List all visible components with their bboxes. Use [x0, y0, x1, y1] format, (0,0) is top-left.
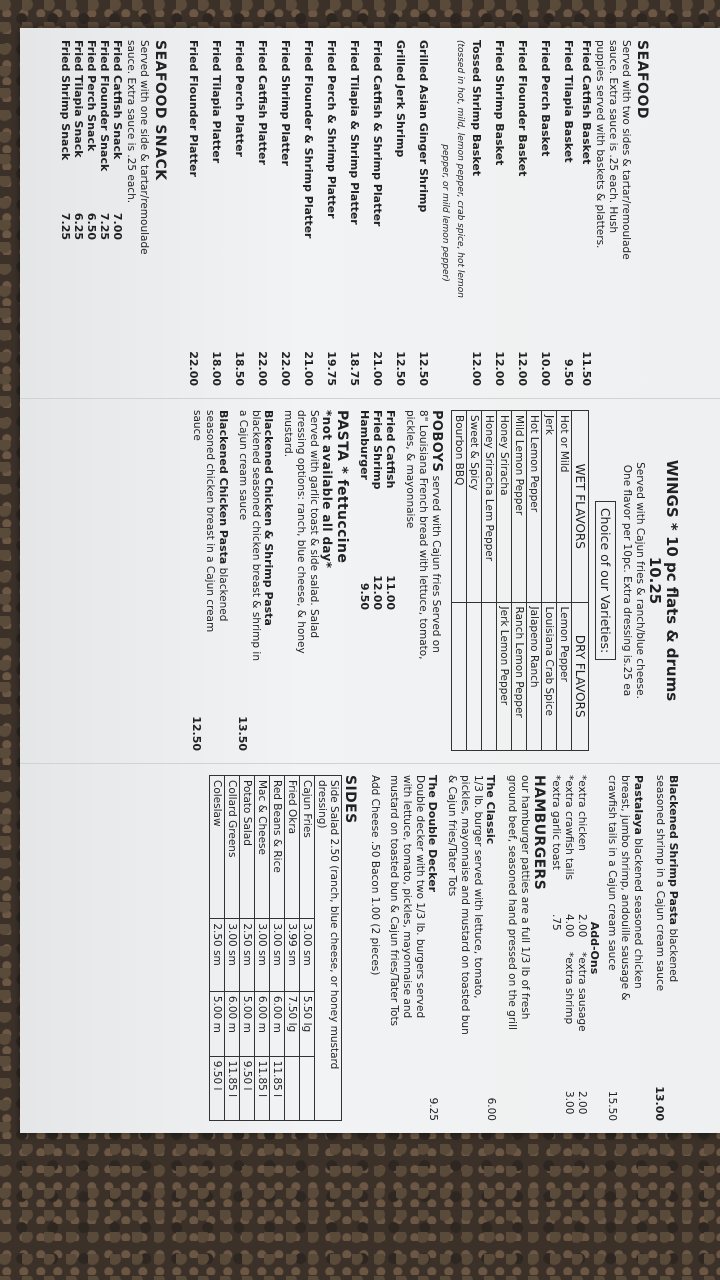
- poboys-desc-2: 8" Louisiana French bread with lettuce, tomato,: [417, 410, 429, 660]
- tossed-note-2: pepper, or mild lemon pepper): [440, 144, 450, 282]
- item-name: Fried Flounder Snack: [98, 40, 111, 172]
- table-row: [255, 776, 270, 1121]
- menu-item: [389, 40, 412, 386]
- addon-name: *extra chicken: [576, 775, 588, 851]
- item-price: 12.50: [394, 351, 407, 386]
- item-name: Fried Catfish Platter: [256, 40, 269, 165]
- menu-item: [72, 40, 85, 240]
- side-price-sm: 3.00 sm: [255, 919, 270, 992]
- poboys-desc-3: pickles, & mayonnaise: [404, 410, 416, 529]
- item-price: 22.00: [279, 351, 292, 386]
- item-name: Fried Tilapia Snack: [72, 40, 85, 158]
- panel-seafood: [20, 28, 720, 398]
- menu-item: [297, 40, 320, 386]
- menu-item: [251, 40, 274, 386]
- addon-price: 3.00: [563, 1091, 575, 1115]
- double-decker-desc-1: Double decker with two 1/3 lb. burgers served: [414, 775, 426, 1019]
- side-price-sm: 2.50 sm: [210, 919, 225, 992]
- side-price-sm: 3.99 sm: [285, 919, 300, 992]
- item-price: 7.25: [59, 212, 72, 240]
- item-price: 12.00: [516, 351, 529, 386]
- item-name: Fried Tilapia Platter: [210, 40, 223, 164]
- menu-item: [85, 40, 98, 240]
- addon-price: 4.00: [563, 914, 575, 938]
- item-name: Fried Flounder Basket: [516, 40, 529, 177]
- table-row: [467, 411, 482, 751]
- menu-item: [412, 40, 435, 386]
- item-price: 22.00: [187, 351, 200, 386]
- side-name: Cajun Fries: [300, 776, 315, 919]
- bsp-name: Blackened Shrimp Pasta: [667, 775, 680, 926]
- item-price: 7.00: [111, 212, 124, 240]
- menu-item: [182, 40, 205, 386]
- item-price: 18.50: [233, 351, 246, 386]
- side-price-sm: 2.50 sm: [240, 919, 255, 992]
- item-name: Fried Catfish Basket: [580, 40, 593, 165]
- table-row: [300, 776, 315, 1121]
- bsp-desc-0: blackened: [667, 928, 679, 983]
- item-price: 6.50: [85, 212, 98, 240]
- double-decker-desc-2: with lettuce, tomato, pickles, mayonnaise and: [401, 775, 413, 1019]
- pasta-subtitle: *not available all day*: [320, 410, 334, 569]
- wings-title: WINGS * 10 pc flats & drums: [663, 459, 681, 702]
- side-price-m: 5.00 m: [240, 991, 255, 1056]
- panel-wings: [20, 398, 720, 763]
- wet-flavors-header: WET FLAVORS: [572, 411, 589, 603]
- classic-name: The Classic: [484, 775, 497, 845]
- table-header-row: [572, 411, 589, 751]
- bsp-desc-1: seasoned shrimp in a Cajun cream sauce: [654, 775, 666, 992]
- item-price: 6.25: [72, 212, 85, 240]
- double-decker-desc-3: mustard on toasted bun & Cajun fries/Tater Tots: [388, 775, 400, 1027]
- item-name: Fried Flounder & Shrimp Platter: [302, 40, 315, 239]
- menu-item: [59, 40, 72, 240]
- wings-desc-2: One flavor per 10pc. Extra dressing is.25 ea: [621, 464, 633, 697]
- add-cheese-note: Add Cheese .50 Bacon 1.00 (2 pieces): [369, 775, 381, 976]
- wings-choice-box: Choice of our Varieties:: [595, 501, 616, 660]
- pasta-item-1-name: Blackened Chicken & Shrimp Pasta: [262, 410, 275, 626]
- item-name: Fried Tilapia & Shrimp Platter: [348, 40, 361, 225]
- side-price-l: 9.50 l: [210, 1056, 225, 1120]
- side-name: Potato Salad: [240, 776, 255, 919]
- panel-burgers-sides: [20, 763, 720, 1133]
- pastalaya-name: Pastalaya: [632, 775, 645, 835]
- side-price-l: 9.50 l: [240, 1056, 255, 1120]
- table-row: [557, 411, 572, 751]
- side-price-l: 11.85 l: [255, 1056, 270, 1120]
- wet-flavor: Bourbon BBQ: [452, 411, 467, 603]
- addon-name: *extra shrimp: [563, 952, 575, 1025]
- addon-name: *extra sausage: [576, 952, 588, 1032]
- tossed-note-1: (tossed in hot, mild, lemon pepper, crab spice, hot lemon: [455, 40, 465, 298]
- item-name: Fried Perch Platter: [233, 40, 246, 157]
- item-name: Grilled Asian Ginger Shrimp: [417, 40, 430, 213]
- wet-flavor: Hot Lemon Pepper: [527, 411, 542, 603]
- item-name: Fried Flounder Platter: [187, 40, 200, 177]
- pasta-title: PASTA * fettuccine: [334, 410, 350, 564]
- side-price-m: 6.00 m: [255, 991, 270, 1056]
- classic-price: 6.00: [485, 1097, 497, 1121]
- item-price: 18.75: [348, 351, 361, 386]
- menu-item: [228, 40, 251, 386]
- side-price-sm: 3.00 sm: [270, 919, 285, 992]
- pastalaya-desc-2: crawfish tails in a Cajun cream sauce: [606, 775, 618, 971]
- seafood-intro-2: sauce. Extra sauce is .25 each. Hush: [607, 40, 619, 234]
- side-price-sm: 3.00 sm: [225, 919, 240, 992]
- pasta-item-2-name: Blackened Chicken Pasta: [217, 410, 230, 565]
- menu-item: [343, 40, 366, 386]
- item-price: 12.50: [417, 351, 430, 386]
- wet-flavor: Jerk: [542, 411, 557, 603]
- menu-item: [557, 40, 580, 386]
- item-name: Fried Catfish: [384, 410, 397, 489]
- item-price: 12.00: [470, 351, 483, 386]
- item-name: Fried Tilapia Basket: [562, 40, 575, 163]
- table-row: [315, 776, 342, 1121]
- side-name: Side Salad 2.50 (ranch, blue cheese, or honey mustard dressing): [315, 776, 342, 1121]
- sides-title: SIDES: [342, 775, 358, 824]
- menu-item: [384, 410, 397, 610]
- bsp-price: 13.00: [653, 1086, 666, 1121]
- table-row: [497, 411, 512, 751]
- poboys-desc-1: served with Cajun fries Served on: [430, 475, 442, 653]
- menu-item: [366, 40, 389, 386]
- snack-intro-1: Served with one side & tartar/remoulade: [138, 40, 150, 255]
- dry-flavor: [467, 602, 482, 750]
- addon-price: .75: [550, 914, 562, 931]
- table-row: [270, 776, 285, 1121]
- menu-item: [320, 40, 343, 386]
- pasta-item-2-desc-0: blackened: [217, 567, 229, 622]
- seafood-intro-3: puppies served with baskets & platters.: [594, 40, 606, 249]
- item-price: 12.00: [493, 351, 506, 386]
- table-row: [225, 776, 240, 1121]
- wet-flavor: Mild Lemon Pepper: [512, 411, 527, 603]
- pasta-desc-1: Served with garlic toast & side salad. Salad: [308, 410, 320, 639]
- pastalaya-desc-1: breast, jumbo shrimp, andouille sausage &: [619, 775, 631, 1001]
- pasta-desc-2: dressing options: ranch, blue cheese, & honey: [295, 410, 307, 654]
- dry-flavor: Jerk Lemon Pepper: [497, 602, 512, 750]
- snack-title: SEAFOOD SNACK: [152, 40, 168, 181]
- table-row: [527, 411, 542, 751]
- hamburgers-title: HAMBURGERS: [531, 775, 547, 891]
- item-price: 18.00: [210, 351, 223, 386]
- menu-rotated-content: [20, 28, 720, 1133]
- side-price-l: [300, 1056, 315, 1120]
- menu-paper: [20, 28, 720, 1133]
- wet-flavor: Honey Sriracha: [497, 411, 512, 603]
- item-name: Fried Shrimp Snack: [59, 40, 72, 161]
- dry-flavors-header: DRY FLAVORS: [572, 602, 589, 750]
- item-name: Hamburger: [358, 410, 371, 480]
- item-name: Fried Perch & Shrimp Platter: [325, 40, 338, 219]
- item-name: Fried Perch Basket: [539, 40, 552, 157]
- side-price-sm: 3.00 sm: [300, 919, 315, 992]
- seafood-intro-1: Served with two sides & tartar/remoulade: [620, 40, 632, 260]
- double-decker-name: The Double Decker: [426, 775, 439, 893]
- hamburgers-desc-2: ground beef, seasoned hand pressed on the grill: [506, 775, 518, 1030]
- table-row: [512, 411, 527, 751]
- pasta-item-1-desc-1: blackened seasoned chicken breast & shrimp in: [250, 410, 262, 661]
- classic-desc-3: & Cajun fries/Tater Tots: [446, 775, 458, 897]
- item-price: 9.50: [358, 582, 371, 610]
- wings-desc-1: Served with Cajun fries & ranch/blue cheese.: [634, 462, 646, 699]
- pasta-item-1-desc-2: a Cajun cream sauce: [237, 410, 249, 521]
- pastalaya-desc-0: blackened seasoned chicken: [632, 838, 644, 989]
- dry-flavor: Louisiana Crab Spice: [542, 602, 557, 750]
- item-price: 11.50: [580, 351, 593, 386]
- wings-price: 10.25: [646, 556, 664, 605]
- side-price-m: 6.00 m: [270, 991, 285, 1056]
- item-price: 7.25: [98, 212, 111, 240]
- table-row: [452, 411, 467, 751]
- dry-flavor: [452, 602, 467, 750]
- pasta-item-2-desc-2: sauce: [191, 410, 203, 441]
- side-price-l: [285, 1056, 300, 1120]
- side-name: Red Beans & Rice: [270, 776, 285, 919]
- double-decker-price: 9.25: [427, 1097, 439, 1121]
- menu-item: [358, 410, 371, 610]
- side-price-m: 5.50 lg: [300, 991, 315, 1056]
- wet-flavor: Honey Sriracha Lem Pepper: [482, 411, 497, 603]
- menu-item: [465, 40, 488, 386]
- side-name: Coleslaw: [210, 776, 225, 919]
- item-price: 19.75: [325, 351, 338, 386]
- menu-item: [371, 410, 384, 610]
- side-price-l: 11.85 l: [225, 1056, 240, 1120]
- poboys-title: POBOYS: [429, 410, 444, 473]
- table-row: [210, 776, 225, 1121]
- menu-item: [580, 40, 593, 386]
- item-name: Fried Shrimp Platter: [279, 40, 292, 166]
- sides-table: [209, 775, 342, 1121]
- side-price-m: 6.00 m: [225, 991, 240, 1056]
- item-price: 12.00: [371, 575, 384, 610]
- menu-item: [98, 40, 111, 240]
- wet-flavor: Hot or Mild: [557, 411, 572, 603]
- wet-flavor: Sweet & Spicy: [467, 411, 482, 603]
- item-name: Fried Catfish & Shrimp Platter: [371, 40, 384, 227]
- item-name: Fried Perch Snack: [85, 40, 98, 152]
- side-price-m: 7.50 lg: [285, 991, 300, 1056]
- addon-name: *extra garlic toast: [550, 775, 562, 870]
- side-name: Fried Okra: [285, 776, 300, 919]
- dry-flavor: Jalapeno Ranch: [527, 602, 542, 750]
- side-price-l: 11.85 l: [270, 1056, 285, 1120]
- addons-grid: [549, 775, 588, 1121]
- side-price-m: 5.00 m: [210, 991, 225, 1056]
- item-name: Fried Catfish Snack: [111, 40, 124, 160]
- table-row: [240, 776, 255, 1121]
- item-price: 9.50: [562, 358, 575, 386]
- seafood-title: SEAFOOD: [634, 40, 650, 119]
- item-name: Fried Shrimp: [371, 410, 384, 490]
- addon-price: 2.00: [576, 1091, 588, 1115]
- dry-flavor: Lemon Pepper: [557, 602, 572, 750]
- hamburgers-desc-1: our hamburger patties are a full 1/3 lb of fresh: [519, 775, 531, 1020]
- pastalaya-price: 15.50: [606, 1090, 618, 1121]
- table-row: [285, 776, 300, 1121]
- menu-item: [488, 40, 511, 386]
- menu-item: [534, 40, 557, 386]
- item-price: 21.00: [371, 351, 384, 386]
- item-name: Grilled Jerk Shrimp: [394, 40, 407, 158]
- menu-item: [111, 40, 124, 240]
- table-row: [482, 411, 497, 751]
- addons-title: Add-Ons: [588, 921, 601, 975]
- addon-name: *extra crawfish tails: [563, 775, 575, 880]
- table-row: [542, 411, 557, 751]
- pasta-item-2-desc-1: seasoned chicken breast in a Cajun cream: [204, 410, 216, 633]
- addon-price: 2.00: [576, 914, 588, 938]
- item-price: 22.00: [256, 351, 269, 386]
- item-price: 10.00: [539, 351, 552, 386]
- dry-flavor: Ranch Lemon Pepper: [512, 602, 527, 750]
- dry-flavor: [482, 602, 497, 750]
- item-price: 11.00: [384, 575, 397, 610]
- item-name: Fried Shrimp Basket: [493, 40, 506, 166]
- snack-intro-2: sauce. Extra sauce is .25 each.: [125, 40, 137, 204]
- pasta-desc-3: mustard.: [282, 410, 294, 458]
- side-name: Collard Greens: [225, 776, 240, 919]
- menu-item: [274, 40, 297, 386]
- item-name: Tossed Shrimp Basket: [470, 40, 483, 177]
- wings-flavors-table: [451, 410, 589, 751]
- side-name: Mac & Cheese: [255, 776, 270, 919]
- pasta-item-1-price: 13.50: [236, 716, 249, 751]
- classic-desc-1: 1/3 lb. burger served with lettuce, tomato,: [472, 775, 484, 999]
- menu-item: [205, 40, 228, 386]
- menu-item: [511, 40, 534, 386]
- item-price: 21.00: [302, 351, 315, 386]
- pasta-item-2-price: 12.50: [190, 716, 203, 751]
- classic-desc-2: pickles, mayonnaise and mustard on toasted bun: [459, 775, 471, 1035]
